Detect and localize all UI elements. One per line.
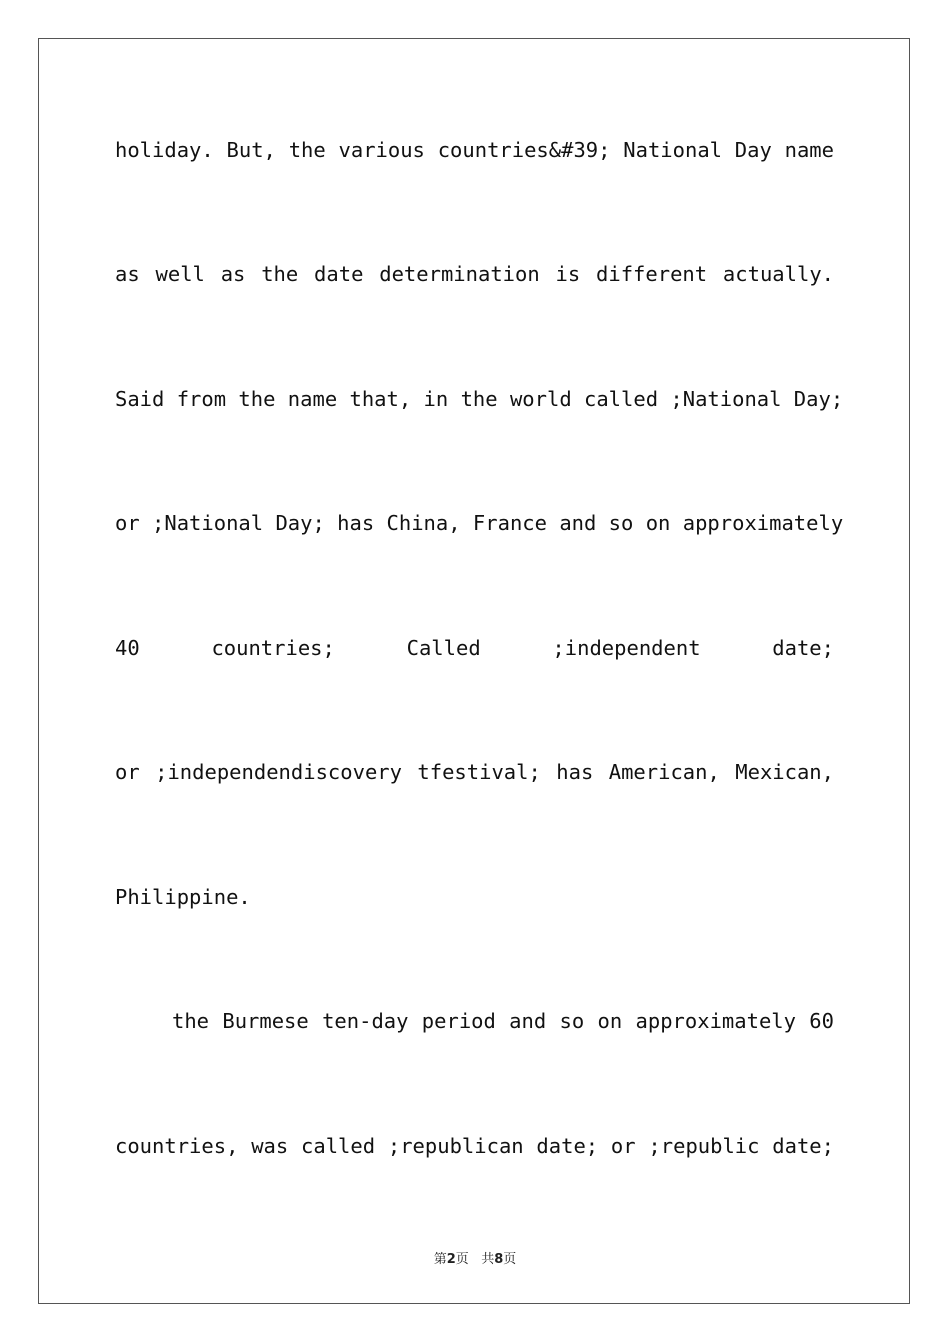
text-line: countries, was called ;republican date; or ;republic date; bbox=[115, 1134, 834, 1158]
text-line: or ;independendiscovery tfestival; has American, Mexican, bbox=[115, 760, 834, 784]
text-line: 40 countries; Called ;independent date; bbox=[115, 636, 834, 660]
text-line: as well as the date determination is different actually. bbox=[115, 262, 834, 286]
text-line: holiday. But, the various countries&#39; National Day name bbox=[115, 138, 834, 162]
total-page-count: 8 bbox=[494, 1252, 504, 1267]
text-line: or ;National Day; has China, France and so on approximately bbox=[115, 511, 844, 535]
page-suffix: 页 bbox=[455, 1252, 469, 1267]
page-frame bbox=[38, 38, 910, 1304]
total-prefix: 共 bbox=[481, 1252, 495, 1267]
text-line: Philippine. bbox=[115, 885, 251, 909]
total-suffix: 页 bbox=[503, 1252, 517, 1267]
current-page-number: 2 bbox=[446, 1252, 456, 1267]
page-footer bbox=[0, 1248, 950, 1267]
text-line: the Burmese ten-day period and so on approximately 60 bbox=[172, 1009, 834, 1033]
text-line: Said from the name that, in the world called ;National Day; bbox=[115, 387, 844, 411]
page-prefix: 第 bbox=[433, 1252, 447, 1267]
